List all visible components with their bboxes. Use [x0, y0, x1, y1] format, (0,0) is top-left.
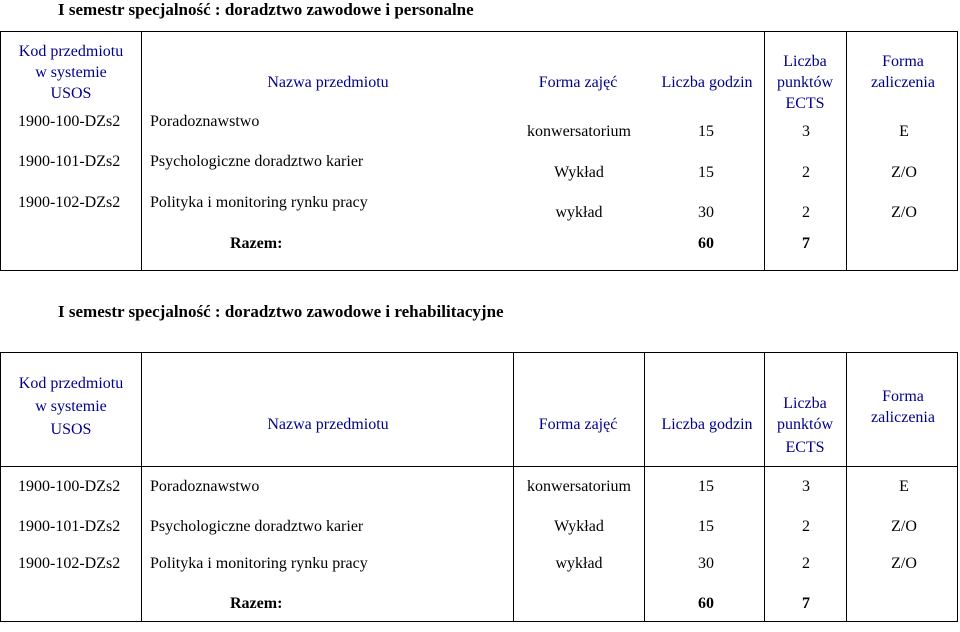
row3-grade: Z/O [891, 204, 917, 221]
header-grade-l2: zaliczenia [871, 74, 935, 91]
row2-code: 1900-101-DZs2 [18, 518, 121, 535]
col-divider [141, 32, 142, 270]
row3-code: 1900-102-DZs2 [18, 194, 121, 211]
totals-label: Razem: [230, 595, 283, 612]
col-divider [846, 353, 847, 621]
row2-hours: 15 [698, 164, 714, 181]
row2-grade: Z/O [891, 518, 917, 535]
row1-grade: E [899, 478, 909, 495]
header-code-l3: USOS [50, 85, 92, 102]
header-ects-l1: Liczba [783, 395, 827, 412]
header-code-l1: Kod przedmiotu [18, 375, 124, 392]
header-code-l3: USOS [50, 421, 92, 438]
row2-name: Psychologiczne doradztwo karier [150, 518, 364, 535]
row1-code: 1900-100-DZs2 [18, 478, 121, 495]
row2-grade: Z/O [891, 164, 917, 181]
row3-ects: 2 [802, 204, 810, 221]
section2-title: I semestr specjalność : doradztwo zawodowe i rehabilitacyjne [58, 302, 504, 321]
totals-hours: 60 [698, 595, 714, 612]
header-code-l2: w systemie [35, 64, 107, 81]
totals-ects: 7 [802, 235, 810, 252]
section1-title: I semestr specjalność : doradztwo zawodowe i personalne [58, 0, 474, 19]
row3-name: Polityka i monitoring rynku pracy [150, 555, 368, 572]
col-divider [846, 32, 847, 270]
header-code-l2: w systemie [35, 398, 107, 415]
row1-hours: 15 [698, 123, 714, 140]
courses-table-rehabilitacyjne [0, 352, 958, 622]
row1-form: konwersatorium [527, 478, 631, 495]
row2-hours: 15 [698, 518, 714, 535]
row1-form: konwersatorium [527, 123, 631, 140]
row1-ects: 3 [802, 123, 810, 140]
header-ects-l3: ECTS [785, 95, 825, 112]
header-hours: Liczba godzin [661, 416, 753, 433]
row3-form: wykład [555, 555, 603, 572]
row3-form: wykład [555, 204, 603, 221]
row3-hours: 30 [698, 204, 714, 221]
col-divider [644, 353, 645, 621]
header-ects-l2: punktów [777, 74, 833, 91]
row2-form: Wykład [554, 164, 604, 181]
header-ects-l1: Liczba [783, 53, 827, 70]
header-divider [1, 466, 957, 467]
header-hours: Liczba godzin [661, 74, 753, 91]
row2-form: Wykład [554, 518, 604, 535]
row2-ects: 2 [802, 164, 810, 181]
col-divider [141, 353, 142, 621]
row1-name: Poradoznawstwo [150, 478, 260, 495]
header-name: Nazwa przedmiotu [267, 416, 389, 433]
courses-table-personalne [0, 31, 958, 271]
totals-label: Razem: [230, 235, 283, 252]
totals-hours: 60 [698, 235, 714, 252]
header-code-l1: Kod przedmiotu [18, 43, 124, 60]
row3-name: Polityka i monitoring rynku pracy [150, 194, 368, 211]
row1-ects: 3 [802, 478, 810, 495]
row3-code: 1900-102-DZs2 [18, 555, 121, 572]
row3-hours: 30 [698, 555, 714, 572]
header-form: Forma zajęć [538, 416, 618, 433]
header-form: Forma zajęć [538, 74, 618, 91]
row3-ects: 2 [802, 555, 810, 572]
row1-code: 1900-100-DZs2 [18, 113, 121, 130]
row1-grade: E [899, 123, 909, 140]
header-grade-l1: Forma [882, 53, 924, 70]
row3-grade: Z/O [891, 555, 917, 572]
header-ects-l3: ECTS [785, 439, 825, 456]
row2-name: Psychologiczne doradztwo karier [150, 153, 364, 170]
row2-code: 1900-101-DZs2 [18, 153, 121, 170]
col-divider [764, 353, 765, 621]
col-divider [513, 353, 514, 621]
row2-ects: 2 [802, 518, 810, 535]
col-divider [764, 32, 765, 270]
header-grade-l1: Forma [882, 388, 924, 405]
header-grade-l2: zaliczenia [871, 409, 935, 426]
header-ects-l2: punktów [777, 416, 833, 433]
row1-name: Poradoznawstwo [150, 113, 260, 130]
totals-ects: 7 [802, 595, 810, 612]
header-name: Nazwa przedmiotu [267, 74, 389, 91]
row1-hours: 15 [698, 478, 714, 495]
